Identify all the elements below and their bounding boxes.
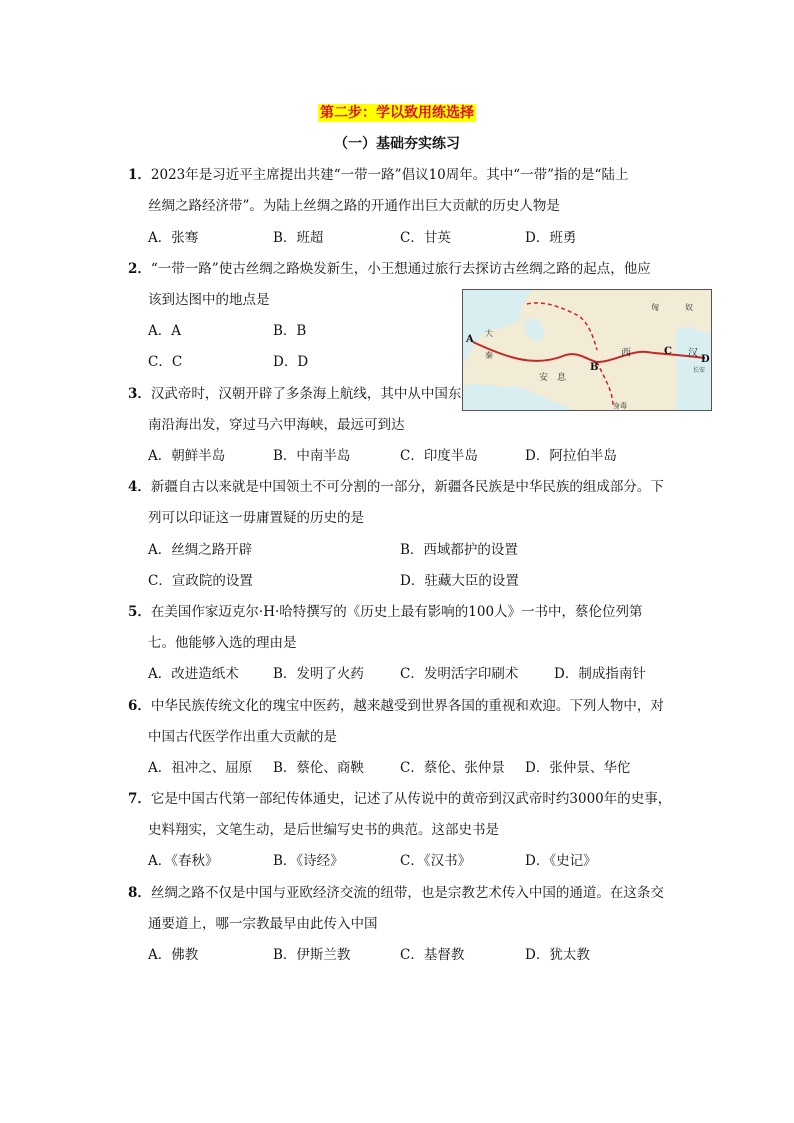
map-label-c: C — [664, 346, 672, 357]
option-d[interactable]: D．阿拉伯半岛 — [525, 448, 617, 464]
option-a[interactable]: A．佛教 — [148, 947, 199, 963]
map-place-xi-parthia: 息 — [557, 373, 567, 383]
option-d[interactable]: D．张仲景、华佗 — [525, 760, 631, 776]
map-place-shendu: 身毒 — [613, 402, 627, 410]
option-a[interactable]: A．张骞 — [148, 230, 199, 246]
option-c[interactable]: C．基督教 — [400, 947, 465, 963]
map-place-xi: 西 — [621, 348, 631, 359]
option-c[interactable]: C．宣政院的设置 — [148, 573, 253, 589]
option-d[interactable]: D．犹太教 — [525, 947, 590, 963]
map-place-han: 汉 — [688, 348, 698, 359]
map-label-a: A — [466, 334, 474, 345]
silk-road-map — [462, 289, 712, 411]
question-1: 1．2023年是习近平主席提出共建“一带一路”倡议10周年。其中“一带”指的是“陆上 — [128, 167, 629, 183]
question-5-line-2: 七。他能够入选的理由是 — [148, 635, 297, 651]
option-b[interactable]: B．《诗经》 — [273, 853, 344, 869]
option-c[interactable]: C．《汉书》 — [400, 853, 472, 869]
option-a[interactable]: A．丝绸之路开辟 — [148, 542, 253, 558]
question-8-line-2: 通要道上，哪一宗教最早由此传入中国 — [148, 916, 378, 932]
option-c[interactable]: C．C — [148, 354, 183, 370]
question-1-line-2: 丝绸之路经济带”。为陆上丝绸之路的开通作出巨大贡献的历史人物是 — [148, 198, 560, 214]
option-b[interactable]: B．西域都护的设置 — [400, 542, 518, 558]
question-3: 3．汉武帝时，汉朝开辟了多条海上航线，其中从中国东 — [128, 386, 462, 402]
option-c[interactable]: C．甘英 — [400, 230, 451, 246]
map-place-an: 安 — [539, 373, 549, 383]
option-c[interactable]: C．蔡伦、张仲景 — [400, 760, 505, 776]
map-place-qin: 秦 — [485, 351, 493, 360]
map-place-changan: 长安 — [693, 367, 706, 374]
question-7: 7．它是中国古代第一部纪传体通史，记述了从传说中的黄帝到汉武帝时约3000年的史事， — [128, 791, 672, 807]
map-place-nu: 奴 — [685, 303, 693, 312]
question-7-line-2: 史料翔实，文笔生动，是后世编写史书的典范。这部史书是 — [148, 822, 499, 838]
page-heading: 第二步：学以致用练选择 — [320, 105, 474, 121]
question-2-line-2: 该到达图中的地点是 — [148, 292, 270, 308]
map-place-da: 大 — [485, 329, 493, 338]
question-4: 4．新疆自古以来就是中国领土不可分割的一部分，新疆各民族是中华民族的组成部分。下 — [128, 479, 664, 495]
option-b[interactable]: B．发明了火药 — [273, 666, 364, 682]
option-a[interactable]: A．祖冲之、屈原 — [148, 760, 253, 776]
map-place-xiong: 匈 — [651, 303, 659, 312]
option-c[interactable]: C．发明活字印刷术 — [400, 666, 519, 682]
question-3-line-2: 南沿海出发，穿过马六甲海峡，最远可到达 — [148, 417, 405, 433]
question-6-line-2: 中国古代医学作出重大贡献的是 — [148, 729, 337, 745]
option-d[interactable]: D．制成指南针 — [554, 666, 646, 682]
question-8: 8．丝绸之路不仅是中国与亚欧经济交流的纽带，也是宗教艺术传入中国的通道。在这条交 — [128, 885, 664, 901]
option-b[interactable]: B．中南半岛 — [273, 448, 351, 464]
section-heading: （一）基础夯实练习 — [334, 136, 460, 152]
question-5: 5．在美国作家迈克尔·H·哈特撰写的《历史上最有影响的100人》一书中，蔡伦位列第 — [128, 604, 643, 620]
map-label-b: B — [590, 362, 599, 373]
option-a[interactable]: A．改进造纸术 — [148, 666, 239, 682]
question-6: 6．中华民族传统文化的瑰宝中医药，越来越受到世界各国的重视和欢迎。下列人物中，对 — [128, 698, 664, 714]
option-d[interactable]: D．《史记》 — [525, 853, 597, 869]
question-4-line-2: 列可以印证这一毋庸置疑的历史的是 — [148, 510, 364, 526]
option-b[interactable]: B．蔡伦、商鞅 — [273, 760, 364, 776]
option-d[interactable]: D．D — [273, 354, 309, 370]
option-a[interactable]: A．朝鲜半岛 — [148, 448, 226, 464]
map-label-d: D — [701, 354, 710, 365]
option-b[interactable]: B．伊斯兰教 — [273, 947, 351, 963]
option-b[interactable]: B．B — [273, 323, 307, 339]
option-d[interactable]: D．驻藏大臣的设置 — [400, 573, 519, 589]
option-a[interactable]: A．A — [148, 323, 181, 339]
option-d[interactable]: D．班勇 — [525, 230, 577, 246]
option-a[interactable]: A．《春秋》 — [148, 853, 219, 869]
silk-road-map-svg — [463, 290, 711, 410]
question-2: 2．“一带一路”使古丝绸之路焕发新生，小王想通过旅行去探访古丝绸之路的起点，他应 — [128, 261, 651, 277]
option-b[interactable]: B．班超 — [273, 230, 324, 246]
option-c[interactable]: C．印度半岛 — [400, 448, 478, 464]
